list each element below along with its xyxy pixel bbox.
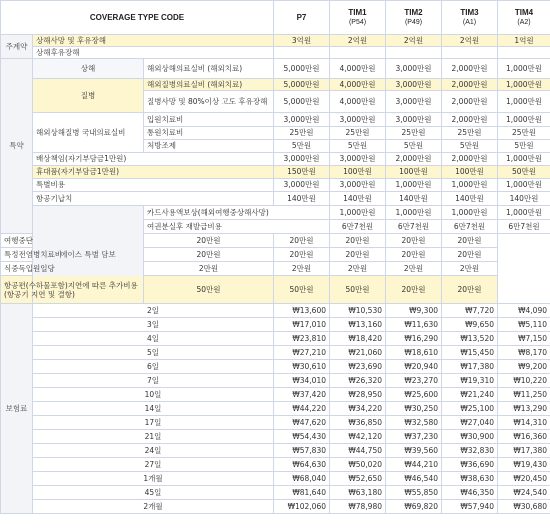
- premium-value: ₩30,900: [442, 430, 498, 444]
- premium-value: ₩42,120: [330, 430, 386, 444]
- premium-value: ₩15,450: [442, 346, 498, 360]
- cell-value: 20만원: [442, 248, 498, 262]
- premium-period: 45일: [33, 486, 274, 500]
- premium-section: [1, 304, 550, 514]
- premium-value: ₩28,950: [330, 388, 386, 402]
- premium-value: ₩21,060: [330, 346, 386, 360]
- table-row: [1, 79, 550, 91]
- cell-value: 3,000만원: [386, 91, 442, 113]
- premium-value: ₩20,940: [386, 360, 442, 374]
- cell-value: 1,000만원: [330, 206, 386, 220]
- premium-value: ₩17,380: [498, 444, 550, 458]
- row-label: 통원치료비: [144, 127, 274, 140]
- row-label: 항공기납치: [33, 192, 274, 206]
- premium-period: 4일: [33, 332, 274, 346]
- cell-value: [330, 47, 386, 59]
- premium-value: ₩27,210: [274, 346, 330, 360]
- cell-value: 20만원: [386, 276, 442, 304]
- premium-value: ₩13,600: [274, 304, 330, 318]
- premium-value: ₩25,600: [386, 388, 442, 402]
- premium-value: ₩11,630: [386, 318, 442, 332]
- premium-value: ₩63,180: [330, 486, 386, 500]
- premium-period: 6일: [33, 360, 274, 374]
- premium-value: ₩46,350: [442, 486, 498, 500]
- premium-value: ₩16,290: [386, 332, 442, 346]
- cell-value: 100만원: [442, 166, 498, 179]
- premium-value: ₩16,360: [498, 430, 550, 444]
- cell-value: 5,000만원: [274, 59, 330, 79]
- cell-value: [442, 47, 498, 59]
- premium-value: ₩37,230: [386, 430, 442, 444]
- premium-value: ₩20,450: [498, 472, 550, 486]
- row-label: 상해사망 및 후유장해: [33, 35, 274, 47]
- table-row: [1, 234, 550, 248]
- premium-value: ₩32,580: [386, 416, 442, 430]
- cell-value: 25만원: [274, 127, 330, 140]
- cell-value: 20만원: [330, 234, 386, 248]
- premium-value: ₩34,010: [274, 374, 330, 388]
- row-label: 상해후유장해: [33, 47, 274, 59]
- cell-value: 2,000만원: [442, 153, 498, 166]
- premium-value: ₩9,200: [498, 360, 550, 374]
- cell-value: 6만7천원: [330, 220, 386, 234]
- premium-value: ₩55,850: [386, 486, 442, 500]
- cell-value: 1,000만원: [498, 79, 550, 91]
- cell-value: 3억원: [274, 35, 330, 47]
- cell-value: 3,000만원: [330, 113, 386, 127]
- premium-row: [1, 360, 550, 374]
- premium-period: 24일: [33, 444, 274, 458]
- header-row: [1, 1, 550, 35]
- premium-value: ₩18,420: [330, 332, 386, 346]
- premium-value: ₩69,820: [386, 500, 442, 514]
- table-row: [1, 262, 550, 276]
- cell-value: 140만원: [330, 192, 386, 206]
- cell-value: 20만원: [386, 234, 442, 248]
- premium-value: ₩13,290: [498, 402, 550, 416]
- premium-value: ₩44,750: [330, 444, 386, 458]
- cell-value: 2,000만원: [442, 79, 498, 91]
- premium-period: 2개월: [33, 500, 274, 514]
- table-row: [1, 59, 550, 79]
- cell-value: [274, 47, 330, 59]
- cell-value: 3,000만원: [274, 113, 330, 127]
- premium-value: ₩24,540: [498, 486, 550, 500]
- cell-value: 2억원: [442, 35, 498, 47]
- premium-value: ₩44,220: [274, 402, 330, 416]
- premium-value: ₩44,210: [386, 458, 442, 472]
- cell-value: 20만원: [274, 234, 330, 248]
- premium-row: [1, 374, 550, 388]
- premium-period: 14일: [33, 402, 274, 416]
- cell-value: 4,000만원: [330, 79, 386, 91]
- cell-value: 6만7천원: [442, 220, 498, 234]
- premium-value: ₩17,010: [274, 318, 330, 332]
- premium-row: [1, 472, 550, 486]
- premium-value: ₩102,060: [274, 500, 330, 514]
- premium-value: ₩14,310: [498, 416, 550, 430]
- cell-value: 2만원: [442, 262, 498, 276]
- premium-period: 3일: [33, 318, 274, 332]
- premium-value: ₩34,220: [330, 402, 386, 416]
- cell-value: [386, 47, 442, 59]
- cell-value: 2,000만원: [386, 153, 442, 166]
- cell-value: 2만원: [386, 262, 442, 276]
- cell-value: 5만원: [442, 140, 498, 153]
- row-label: 여권분실후 재발급비용: [144, 220, 330, 234]
- cell-value: 5만원: [386, 140, 442, 153]
- cell-value: 140만원: [386, 192, 442, 206]
- premium-row: [1, 486, 550, 500]
- premium-value: ₩46,540: [386, 472, 442, 486]
- cell-value: 6만7천원: [498, 220, 550, 234]
- table-row: [1, 35, 550, 47]
- cell-value: 25만원: [498, 127, 550, 140]
- premium-row: [1, 444, 550, 458]
- premium-value: ₩37,420: [274, 388, 330, 402]
- cell-value: 1,000만원: [498, 206, 550, 220]
- premium-value: ₩23,690: [330, 360, 386, 374]
- plan-header-tim4: TIM4 (A2): [498, 1, 550, 35]
- group-premium: 보험료: [1, 304, 33, 514]
- cell-value: 3,000만원: [274, 179, 330, 192]
- premium-value: ₩50,020: [330, 458, 386, 472]
- premium-row: [1, 388, 550, 402]
- premium-value: ₩52,650: [330, 472, 386, 486]
- table-row: [1, 179, 550, 192]
- cell-value: 1,000만원: [386, 206, 442, 220]
- cell-value: 20만원: [386, 248, 442, 262]
- premium-row: [1, 402, 550, 416]
- cell-value: 3,000만원: [386, 59, 442, 79]
- subgroup-injury: 상해: [33, 59, 144, 79]
- cell-value: 5만원: [498, 140, 550, 153]
- premium-period: 7일: [33, 374, 274, 388]
- premium-value: ₩39,560: [386, 444, 442, 458]
- cell-value: 140만원: [274, 192, 330, 206]
- premium-value: ₩57,830: [274, 444, 330, 458]
- cell-value: 3,000만원: [386, 113, 442, 127]
- coverage-code-header: COVERAGE TYPE CODE: [1, 1, 274, 35]
- cell-value: 5,000만원: [274, 79, 330, 91]
- premium-value: ₩13,160: [330, 318, 386, 332]
- cell-value: 2만원: [144, 262, 274, 276]
- cell-value: 20만원: [144, 248, 274, 262]
- plan-header-p7: P7: [274, 1, 330, 35]
- premium-value: ₩23,810: [274, 332, 330, 346]
- cell-value: 2억원: [386, 35, 442, 47]
- row-label: 카드사용액보상(해외여행중상해사망): [144, 206, 330, 220]
- cell-value: 1,000만원: [498, 91, 550, 113]
- row-label: 항공편(수하물포함)지연에 따른 추가비용 (항공기 지연 및 결항): [1, 276, 144, 304]
- premium-value: ₩36,850: [330, 416, 386, 430]
- cell-value: 50만원: [274, 276, 330, 304]
- premium-value: ₩54,430: [274, 430, 330, 444]
- cell-value: 20만원: [330, 248, 386, 262]
- premium-value: ₩36,690: [442, 458, 498, 472]
- plan-header-tim1: TIM1 (P54): [330, 1, 386, 35]
- cell-value: [498, 47, 550, 59]
- row-label: 해외질병의료실비 (해외치료): [144, 79, 274, 91]
- cell-value: 3,000만원: [330, 179, 386, 192]
- plan-header-tim2: TIM2 (P49): [386, 1, 442, 35]
- table-row: [1, 206, 550, 220]
- premium-value: ₩30,680: [498, 500, 550, 514]
- cell-value: 5만원: [274, 140, 330, 153]
- table-row: [1, 113, 550, 127]
- cell-value: 3,000만원: [386, 79, 442, 91]
- premium-row: [1, 500, 550, 514]
- premium-value: ₩68,040: [274, 472, 330, 486]
- premium-row: [1, 458, 550, 472]
- row-label: 특정전염병치료비: [1, 248, 144, 262]
- premium-value: ₩13,520: [442, 332, 498, 346]
- table-row: [1, 276, 550, 304]
- cell-value: 1,000만원: [386, 179, 442, 192]
- premium-period: 2일: [33, 304, 274, 318]
- group-ace: 에이스 특별 담보: [33, 206, 144, 304]
- premium-period: 1개월: [33, 472, 274, 486]
- premium-value: ₩10,220: [498, 374, 550, 388]
- cell-value: 50만원: [144, 276, 274, 304]
- cell-value: 2,000만원: [442, 113, 498, 127]
- table-row: [1, 192, 550, 206]
- row-label: 여행중단: [1, 234, 144, 248]
- premium-value: ₩4,090: [498, 304, 550, 318]
- cell-value: 2만원: [330, 262, 386, 276]
- premium-row: [1, 332, 550, 346]
- row-label: 질병사망 및 80%이상 고도 후유장해: [144, 91, 274, 113]
- cell-value: 25만원: [442, 127, 498, 140]
- cell-value: 1,000만원: [498, 59, 550, 79]
- premium-value: ₩9,650: [442, 318, 498, 332]
- cell-value: 20만원: [274, 248, 330, 262]
- premium-value: ₩30,610: [274, 360, 330, 374]
- cell-value: 4,000만원: [330, 59, 386, 79]
- cell-value: 1,000만원: [498, 153, 550, 166]
- cell-value: 20만원: [144, 234, 274, 248]
- cell-value: 2,000만원: [442, 91, 498, 113]
- premium-value: ₩32,830: [442, 444, 498, 458]
- cell-value: 25만원: [330, 127, 386, 140]
- premium-period: 27일: [33, 458, 274, 472]
- premium-value: ₩26,320: [330, 374, 386, 388]
- row-label: 특별비용: [33, 179, 274, 192]
- premium-value: ₩11,250: [498, 388, 550, 402]
- cell-value: 3,000만원: [330, 153, 386, 166]
- cell-value: 2만원: [274, 262, 330, 276]
- premium-row: [1, 318, 550, 332]
- row-label: 해외상해의료실비 (해외치료): [144, 59, 274, 79]
- cell-value: 6만7천원: [386, 220, 442, 234]
- premium-value: ₩81,640: [274, 486, 330, 500]
- premium-value: ₩18,610: [386, 346, 442, 360]
- cell-value: 140만원: [498, 192, 550, 206]
- premium-value: ₩30,250: [386, 402, 442, 416]
- premium-value: ₩7,150: [498, 332, 550, 346]
- premium-value: ₩38,630: [442, 472, 498, 486]
- premium-value: ₩5,110: [498, 318, 550, 332]
- premium-value: ₩27,040: [442, 416, 498, 430]
- row-label: 식중독입원일당: [1, 262, 144, 276]
- cell-value: 1,000만원: [498, 113, 550, 127]
- premium-value: ₩8,170: [498, 346, 550, 360]
- premium-value: ₩9,300: [386, 304, 442, 318]
- plan-header-tim3: TIM3 (A1): [442, 1, 498, 35]
- premium-value: ₩78,980: [330, 500, 386, 514]
- cell-value: 5만원: [330, 140, 386, 153]
- cell-value: 100만원: [386, 166, 442, 179]
- premium-period: 17일: [33, 416, 274, 430]
- cell-value: 2억원: [330, 35, 386, 47]
- premium-value: ₩21,240: [442, 388, 498, 402]
- cell-value: 20만원: [442, 276, 498, 304]
- subgroup-domestic: 해외상해질병 국내의료실비: [33, 113, 144, 153]
- cell-value: 150만원: [274, 166, 330, 179]
- cell-value: 25만원: [386, 127, 442, 140]
- row-label: 처방조제: [144, 140, 274, 153]
- premium-value: ₩19,430: [498, 458, 550, 472]
- premium-value: ₩23,270: [386, 374, 442, 388]
- cell-value: 5,000만원: [274, 91, 330, 113]
- table-row: [1, 47, 550, 59]
- cell-value: 50만원: [498, 166, 550, 179]
- premium-value: ₩64,630: [274, 458, 330, 472]
- premium-value: ₩7,720: [442, 304, 498, 318]
- group-special: 특약: [1, 59, 33, 234]
- premium-value: ₩10,530: [330, 304, 386, 318]
- cell-value: 100만원: [330, 166, 386, 179]
- cell-value: 20만원: [442, 234, 498, 248]
- premium-row: [1, 304, 550, 318]
- table-row: [1, 166, 550, 179]
- cell-value: 1,000만원: [442, 206, 498, 220]
- premium-period: 10일: [33, 388, 274, 402]
- premium-row: [1, 416, 550, 430]
- premium-value: ₩57,940: [442, 500, 498, 514]
- cell-value: 2,000만원: [442, 59, 498, 79]
- row-label: 입원치료비: [144, 113, 274, 127]
- cell-value: 140만원: [442, 192, 498, 206]
- premium-value: ₩17,380: [442, 360, 498, 374]
- premium-value: ₩19,310: [442, 374, 498, 388]
- premium-value: ₩47,620: [274, 416, 330, 430]
- table-row: [1, 153, 550, 166]
- premium-period: 5일: [33, 346, 274, 360]
- row-label: 휴대품(자기부담금1만원): [33, 166, 274, 179]
- subgroup-disease: 질병: [33, 79, 144, 113]
- premium-row: [1, 346, 550, 360]
- group-main: 주계약: [1, 35, 33, 59]
- premium-period: 21일: [33, 430, 274, 444]
- premium-value: ₩25,100: [442, 402, 498, 416]
- cell-value: 1억원: [498, 35, 550, 47]
- cell-value: 1,000만원: [442, 179, 498, 192]
- cell-value: 50만원: [330, 276, 386, 304]
- row-label: 배상책임(자기부담금1만원): [33, 153, 274, 166]
- premium-row: [1, 430, 550, 444]
- cell-value: 4,000만원: [330, 91, 386, 113]
- cell-value: 3,000만원: [274, 153, 330, 166]
- cell-value: 1,000만원: [498, 179, 550, 192]
